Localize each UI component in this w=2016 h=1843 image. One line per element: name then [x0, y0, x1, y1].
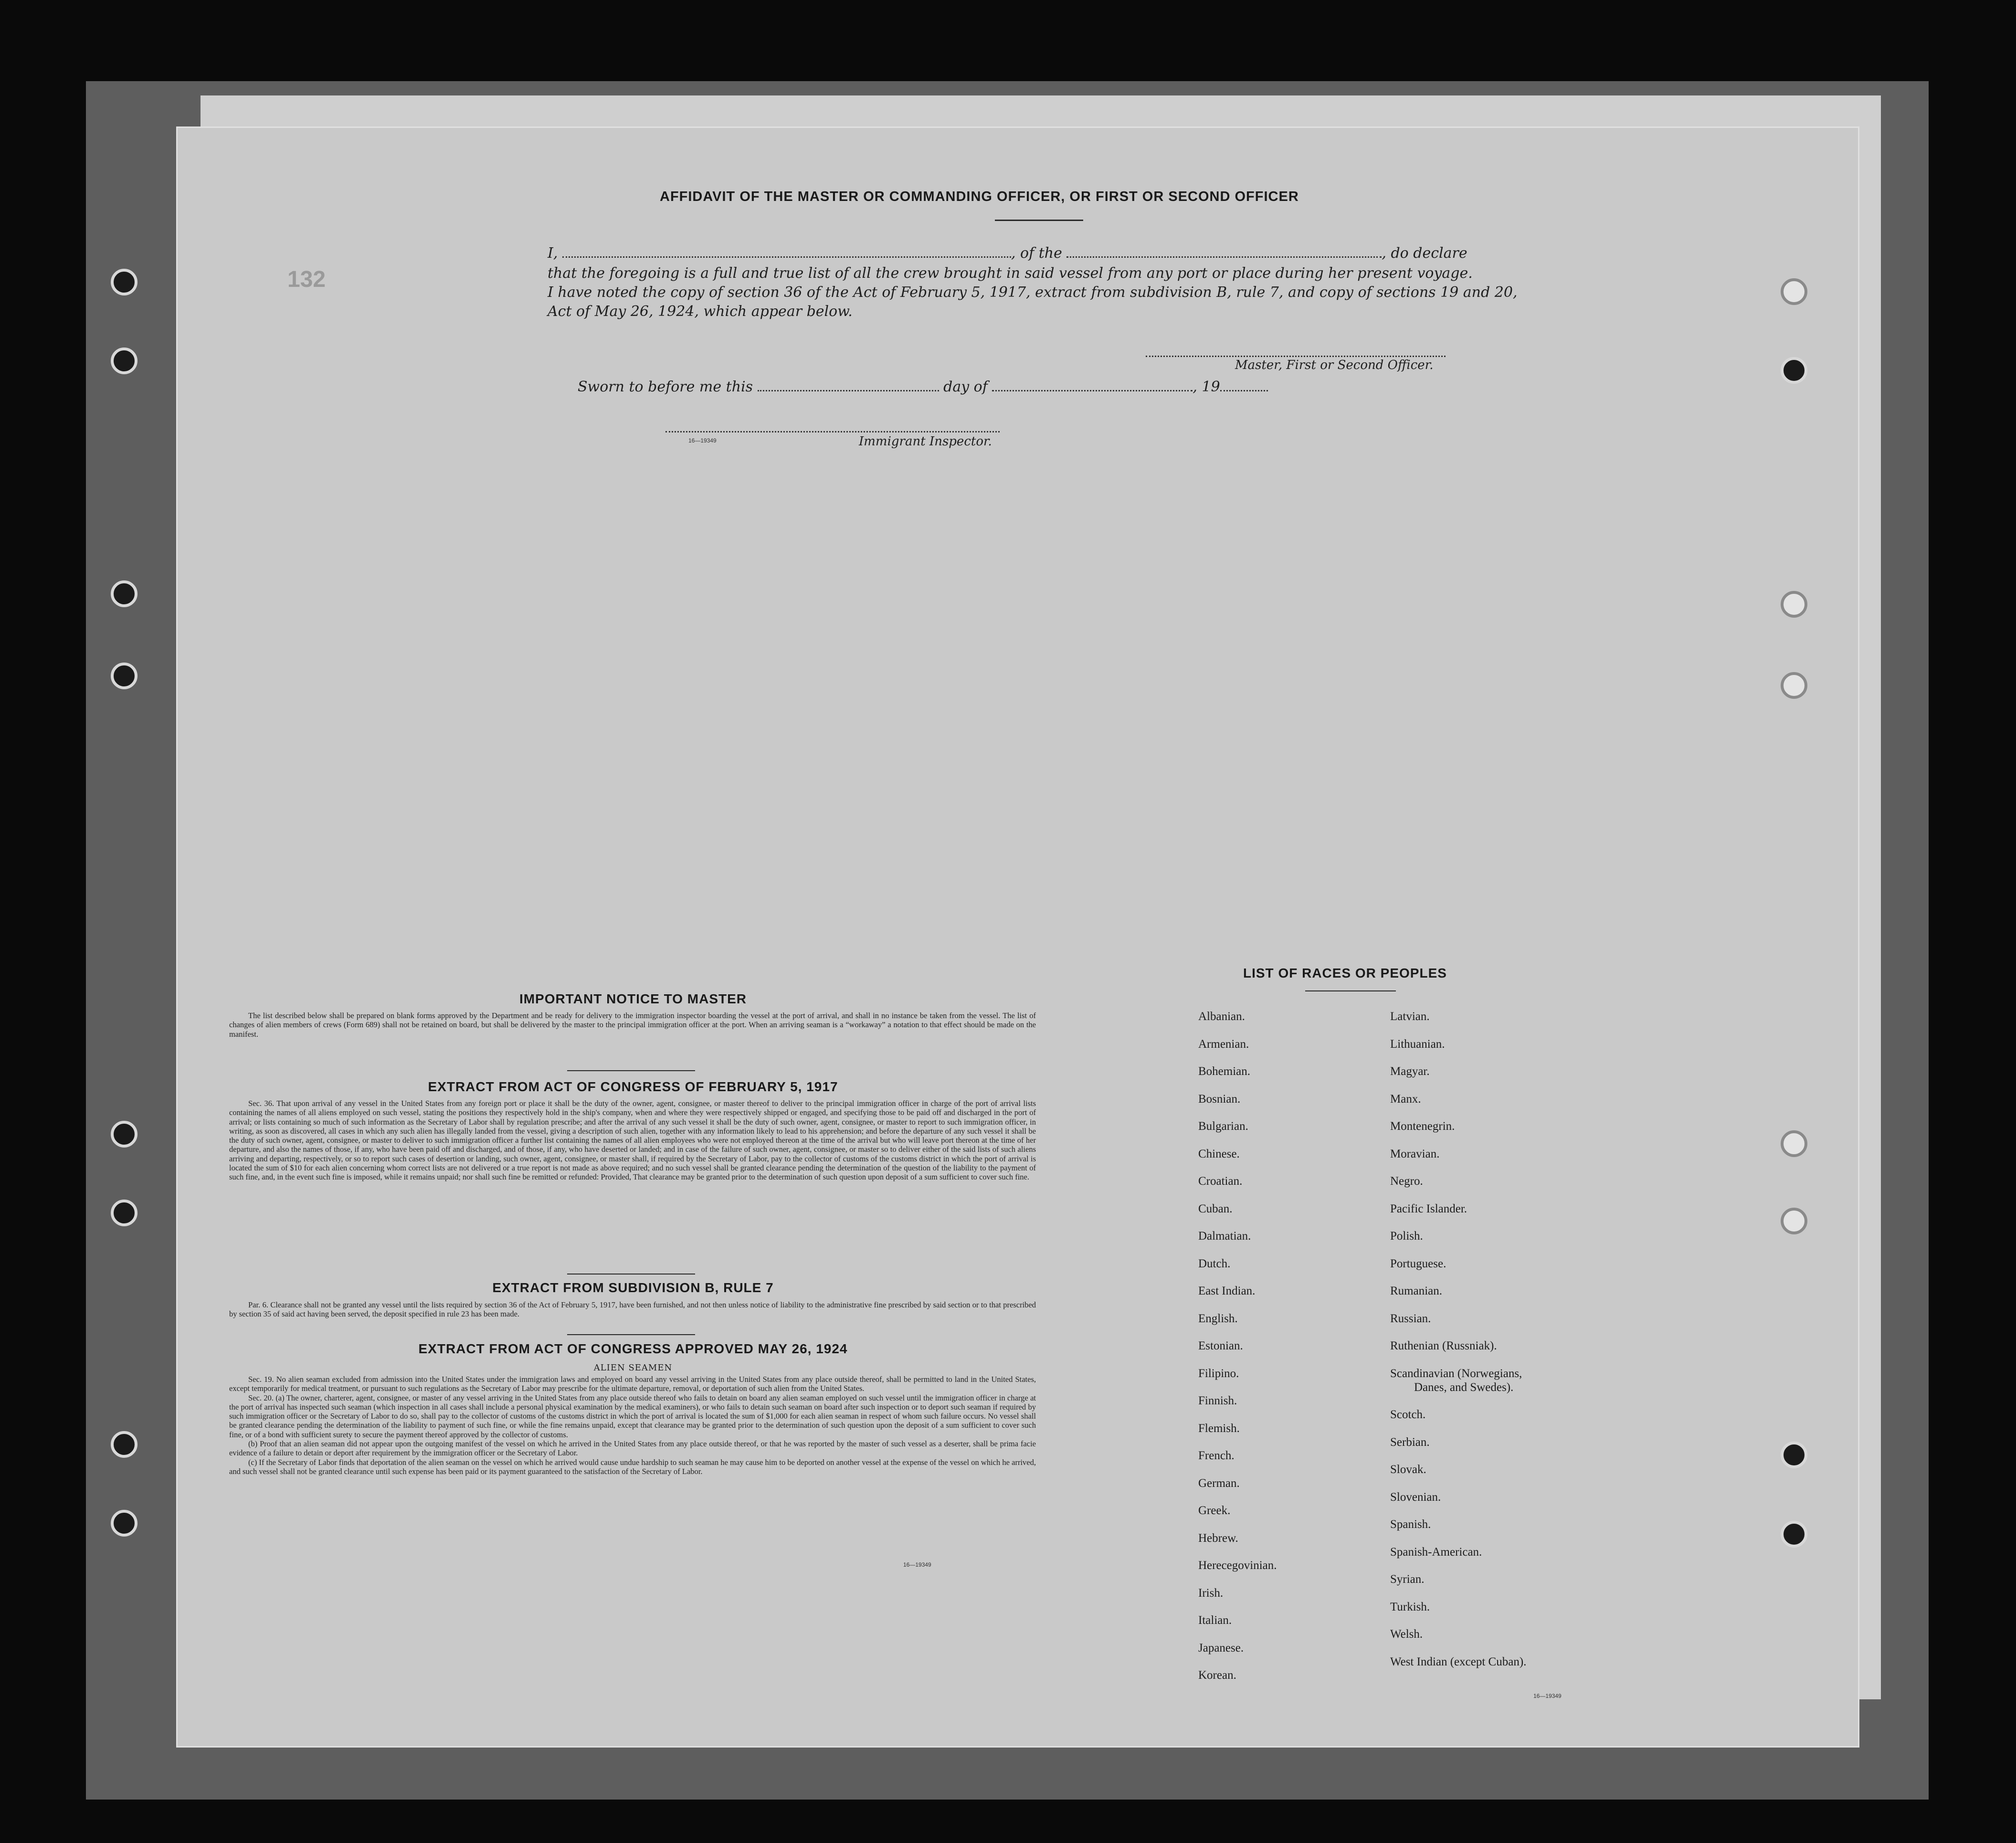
punch-hole — [1781, 1521, 1807, 1548]
race-item: English. — [1198, 1312, 1238, 1325]
extract-rule7-text — [229, 1300, 1036, 1319]
punch-hole — [111, 1431, 137, 1458]
day-of-label: day of — [943, 379, 988, 395]
page-number-mark: 132 — [287, 267, 326, 292]
notice-paragraph: The list described below shall be prepared on blank forms approved by the Department and be ready for delivery to the immigration inspector boarding the vessel at the port of arrival, and shall in no instance be taken from the vessel. The list of changes of alien members of crews (Form 689) shall not be retained on board, but shall be delivered by the master to the principal immigration officer at the port. When an arriving seaman is a “workaway” a notation to that effect should be made on the manifest. — [229, 1011, 1036, 1039]
race-item: Slovak. — [1390, 1463, 1426, 1476]
extract-1924-title: EXTRACT FROM ACT OF CONGRESS APPROVED MAY 26, 1924 — [418, 1341, 848, 1356]
races-title: LIST OF RACES OR PEOPLES — [1243, 966, 1447, 980]
race-item: Syrian. — [1390, 1573, 1425, 1586]
punch-hole — [1781, 591, 1807, 618]
par6-paragraph: Par. 6. Clearance shall not be granted any vessel until the lists required by section 36 of the Act of February 5, 1917, have been furnished, and not then unless notice of liability to the administrative fine prescribed by said section or to that prescribed by section 35 of said act having been served, the deposit specified in rule 23 has been made. — [229, 1300, 1036, 1319]
race-item: West Indian (except Cuban). — [1390, 1655, 1527, 1668]
punch-hole — [1781, 1130, 1807, 1157]
punch-hole — [111, 1510, 137, 1537]
punch-hole — [111, 1121, 137, 1148]
race-item: Polish. — [1390, 1230, 1423, 1243]
races-left-column — [1198, 1010, 1277, 1696]
title-divider — [995, 220, 1083, 221]
race-item: Montenegrin. — [1390, 1120, 1455, 1133]
sec20a-paragraph: Sec. 20. (a) The owner, charterer, agent, consignee, or master of any vessel arriving in the United States from any place outside thereof who fails to detain on board any alien seaman employed on such vessel until the immigration officer in charge at the port of arrival has inspected such seaman (which inspection in all cases shall include a personal physical examination by the medical examiners), or who fails to detain such seaman on board after such inspection or to deport such seaman if required by such immigration officer or the Secretary of Labor to do so, shall pay to the collector of customs of the customs district in which the port of arrival is located the sum of $1,000 for each alien seaman in respect of whom such failure occurs. No vessel shall be granted clearance pending the determination of the liability to payment of such fine, or while the fine remains unpaid, except that clearance may be granted prior to the determination of such question upon the deposit of a sum sufficient to cover such fine, or of a bond with sufficient surety to secure the payment thereof approved by the collector of customs. — [229, 1393, 1036, 1439]
race-item: Slovenian. — [1390, 1490, 1441, 1504]
race-item: Herecegovinian. — [1198, 1559, 1277, 1572]
vessel-blank[interactable] — [1066, 256, 1382, 258]
month-blank[interactable] — [992, 390, 1193, 391]
extract-1924-text — [229, 1375, 1036, 1476]
punch-hole — [1781, 672, 1807, 699]
race-item: Ruthenian (Russniak). — [1390, 1339, 1497, 1352]
race-item: Russian. — [1390, 1312, 1431, 1325]
race-item: Moravian. — [1390, 1147, 1440, 1160]
race-item: Estonian. — [1198, 1339, 1243, 1352]
race-item: Serbian. — [1390, 1435, 1430, 1449]
race-item: Italian. — [1198, 1614, 1232, 1627]
race-item: Portuguese. — [1390, 1257, 1446, 1270]
divider — [567, 1334, 695, 1335]
race-item: Irish. — [1198, 1586, 1224, 1600]
sec20b-paragraph: (b) Proof that an alien seaman did not appear upon the outgoing manifest of the vessel on which he arrived in the United States from any place outside thereof, or that he was reported by the master of such vessel as a deserter, shall be prima facie evidence of a failure to detain or deport after requirement by the immigration officer or the Secretary of Labor. — [229, 1439, 1036, 1458]
race-item: Scotch. — [1390, 1408, 1426, 1421]
punch-hole — [111, 269, 137, 295]
race-item: Bosnian. — [1198, 1092, 1241, 1106]
inspector-label: Immigrant Inspector. — [859, 434, 992, 449]
sworn-line — [578, 379, 1268, 395]
race-item: Dutch. — [1198, 1257, 1231, 1270]
race-item: East Indian. — [1198, 1285, 1256, 1297]
race-item: Albanian. — [1198, 1010, 1245, 1023]
sec20c-paragraph: (c) If the Secretary of Labor finds that deportation of the alien seaman on the vessel on which he arrived would cause undue hardship to such seaman he may cause him to be deported on another vessel at the expense of the vessel on which he arrived, and such vessel shall not be granted clearance until such expense has been paid or its payment guaranteed to the satisfaction of the Secretary of Labor. — [229, 1457, 1036, 1476]
alien-seamen-subtitle: ALIEN SEAMEN — [593, 1363, 673, 1373]
document-page — [178, 128, 1858, 1746]
race-item: Pacific Islander. — [1390, 1202, 1467, 1215]
punch-hole — [111, 1200, 137, 1226]
of-the-label: , of the — [1011, 245, 1062, 262]
race-item: Turkish. — [1390, 1600, 1430, 1613]
punch-hole — [111, 663, 137, 689]
form-code: 16—19349 — [688, 437, 717, 444]
race-item: Hebrew. — [1198, 1531, 1238, 1545]
race-item: Danes, and Swedes). — [1414, 1380, 1514, 1394]
race-item: Bulgarian. — [1198, 1120, 1248, 1133]
master-signature-line[interactable] — [1146, 354, 1446, 357]
race-item: Japanese. — [1198, 1641, 1244, 1654]
master-signature-label: Master, First or Second Officer. — [1235, 358, 1434, 372]
i-label: I, — [548, 245, 558, 262]
race-item: Bohemian. — [1198, 1065, 1251, 1078]
year-blank[interactable] — [1220, 390, 1268, 391]
form-code: 16—19349 — [1533, 1693, 1562, 1699]
form-code: 16—19349 — [903, 1561, 931, 1568]
race-item: Flemish. — [1198, 1422, 1240, 1435]
race-item: Armenian. — [1198, 1037, 1249, 1051]
race-item: Spanish-American. — [1390, 1545, 1482, 1559]
punch-hole — [1781, 1208, 1807, 1234]
race-item: Korean. — [1198, 1669, 1236, 1682]
notice-text — [229, 1011, 1036, 1039]
name-blank[interactable] — [562, 256, 1011, 258]
affidavit-line2: that the foregoing is a full and true list of all the crew brought in said vessel from any port or place during her present voyage. — [548, 265, 1473, 282]
race-item: Manx. — [1390, 1092, 1421, 1106]
race-item: Latvian. — [1390, 1010, 1430, 1023]
race-item: Negro. — [1390, 1175, 1423, 1188]
year-label: , 19 — [1193, 379, 1220, 395]
punch-hole — [1781, 278, 1807, 305]
day-blank[interactable] — [758, 390, 939, 391]
divider — [1305, 990, 1396, 991]
punch-hole — [1781, 357, 1807, 384]
race-item: Greek. — [1198, 1504, 1231, 1517]
punch-hole — [111, 348, 137, 374]
race-item: Chinese. — [1198, 1147, 1240, 1160]
race-item: Cuban. — [1198, 1202, 1233, 1215]
race-item: Scandinavian (Norwegians, — [1390, 1367, 1522, 1380]
sworn-label: Sworn to before me this — [578, 379, 753, 395]
race-item: Spanish. — [1390, 1518, 1431, 1531]
extract-rule7-title: EXTRACT FROM SUBDIVISION B, RULE 7 — [492, 1280, 774, 1295]
do-declare-label: , do declare — [1382, 245, 1467, 262]
race-item: Lithuanian. — [1390, 1037, 1445, 1051]
sec36-paragraph: Sec. 36. That upon arrival of any vessel in the United States from any foreign port or place it shall be the duty of the owner, agent, consignee, or master thereof to deliver to the principal immigration officer in charge of the port of arrival lists containing the names of all aliens employed on such vessel, stating the positions they respectively hold in the ship's company, when and where they were respectively shipped or engaged, and specifying those to be paid off and discharged in the port of arrival; or lists containing so much of such information as the Secretary of Labor shall by regulation prescribe; and after the arrival of any such vessel it shall be the duty of such owner, agent, consignee, or master to report to such immigration officer, in writing, as soon as discovered, all cases in which any such alien has illegally landed from the vessel, giving a description of such alien, together with any information likely to lead to his apprehension; and before the departure of any such vessel it shall be the duty of such owner, agent, consignee, or master to deliver to such immigration officer a further list containing the names of all alien employees who were not employed thereon at the time of the arrival but who will leave port thereon at the time of her departure, and also the names of those, if any, who have been paid off and discharged, and of those, if any, who have deserted or landed; and in case of the failure of such owner, agent, consignee, or master so to deliver either of the said lists of such aliens arriving and departing, respectively, or so to report such cases of desertion or landing, such owner, agent, consignee, or master shall, if required by the Secretary of Labor, pay to the collector of customs of the customs district in which the port of arrival is located the sum of $10 for each alien concerning whom correct lists are not delivered or a true report is not made as above required; and no such vessel shall be granted clearance pending the determination of the question of the liability to the payment of such fine, and, in the event such fine is imposed, while it remains unpaid; nor shall such fine be remitted or refunded: Provided, That clearance may be granted prior to the determination of such question upon deposit of a sum sufficient to cover such fine. — [229, 1099, 1036, 1182]
race-item: Dalmatian. — [1198, 1230, 1251, 1243]
punch-hole — [111, 580, 137, 607]
race-item: Magyar. — [1390, 1065, 1430, 1078]
notice-title: IMPORTANT NOTICE TO MASTER — [519, 991, 747, 1006]
race-item: French. — [1198, 1449, 1235, 1462]
race-item: Welsh. — [1390, 1628, 1423, 1641]
race-item: Croatian. — [1198, 1175, 1243, 1188]
race-item: Filipino. — [1198, 1367, 1239, 1380]
race-item: German. — [1198, 1476, 1240, 1490]
affidavit-line1 — [548, 245, 1622, 262]
race-item: Rumanian. — [1390, 1285, 1443, 1297]
affidavit-line4: Act of May 26, 1924, which appear below. — [548, 303, 853, 320]
races-right-column — [1390, 1010, 1526, 1683]
punch-hole — [1781, 1442, 1807, 1468]
divider — [567, 1070, 695, 1071]
extract-1917-title: EXTRACT FROM ACT OF CONGRESS OF FEBRUARY 5, 1917 — [428, 1079, 838, 1094]
extract-1917-text — [229, 1099, 1036, 1182]
affidavit-title: AFFIDAVIT OF THE MASTER OR COMMANDING OFFICER, OR FIRST OR SECOND OFFICER — [660, 189, 1299, 204]
sec19-paragraph: Sec. 19. No alien seaman excluded from admission into the United States under the immigration laws and employed on board any vessel arriving in the United States from any place outside thereof, shall be permitted to land in the United States, except temporarily for medical treatment, or pursuant to such regulations as the Secretary of Labor may prescribe for the ultimate departure, removal, or deportation of such alien from the United States. — [229, 1375, 1036, 1393]
race-item: Finnish. — [1198, 1394, 1237, 1407]
affidavit-line3: I have noted the copy of section 36 of the Act of February 5, 1917, extract from subdivision B, rule 7, and copy of sections 19 and 20, — [548, 284, 1518, 301]
inspector-signature-line[interactable] — [665, 430, 1000, 432]
